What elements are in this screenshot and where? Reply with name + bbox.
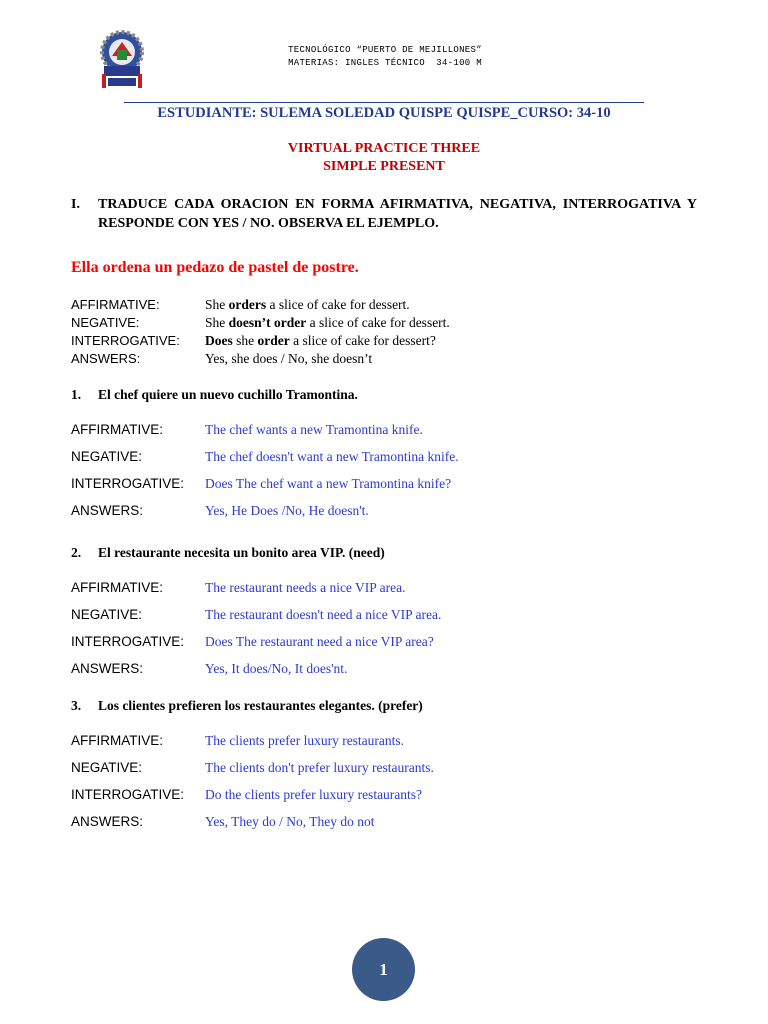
instruction-number: I.	[71, 197, 80, 212]
answer-text: The restaurant doesn't need a nice VIP area.	[205, 607, 442, 622]
page-subtitle: SIMPLE PRESENT	[323, 159, 445, 174]
school-logo	[98, 30, 146, 92]
row-label: ANSWERS:	[71, 351, 141, 366]
answer-text: Yes, It does/No, It does'nt.	[205, 661, 348, 676]
exercise-2-prompt: 2. El restaurante necesita un bonito area VIP. (need)	[71, 545, 385, 560]
answer-text: The clients don't prefer luxury restaurants.	[205, 760, 434, 775]
answer-text: The clients prefer luxury restaurants.	[205, 733, 405, 748]
instruction	[71, 195, 697, 233]
row-value: Yes, she does / No, she doesn’t	[205, 351, 373, 366]
student-line: ESTUDIANTE: SULEMA SOLEDAD QUISPE QUISPE_CURSO: 34-10	[157, 105, 611, 121]
school-header	[200, 44, 570, 70]
answer-text: Does The restaurant need a nice VIP area?	[205, 634, 434, 649]
answer-text: The restaurant needs a nice VIP area.	[205, 580, 406, 595]
header-divider	[124, 102, 644, 103]
answer-text: Does The chef want a new Tramontina knife?	[205, 476, 452, 491]
answer-text: Yes, He Does /No, He doesn't.	[205, 503, 369, 518]
exercise-3-prompt: 3. Los clientes prefieren los restaurantes elegantes. (prefer)	[71, 698, 423, 713]
subject-line: MATERIAS: INGLES TÉCNICO 34-100 M	[288, 58, 482, 68]
row-label: AFFIRMATIVE:	[71, 297, 160, 312]
page-title: VIRTUAL PRACTICE THREE	[287, 141, 481, 156]
row-value: She doesn’t order a slice of cake for dessert.	[205, 315, 450, 330]
answer-text: The chef doesn't want a new Tramontina knife.	[205, 449, 459, 464]
exercise-1-prompt: 1. El chef quiere un nuevo cuchillo Tramontina.	[71, 387, 358, 402]
answer-text: Yes, They do / No, They do not	[205, 814, 375, 829]
row-value: Does she order a slice of cake for dessert?	[205, 333, 436, 348]
answer-text: Do the clients prefer luxury restaurants?	[205, 787, 423, 802]
answer-text: The chef wants a new Tramontina knife.	[205, 422, 423, 437]
row-label: NEGATIVE:	[71, 315, 140, 330]
row-label: INTERROGATIVE:	[71, 333, 180, 348]
example-sentence: Ella ordena un pedazo de pastel de postre.	[71, 259, 359, 276]
row-value: She orders a slice of cake for dessert.	[205, 297, 410, 312]
page-number-badge: 1	[352, 938, 415, 1001]
instruction-text: TRADUCE CADA ORACION EN FORMA AFIRMATIVA, NEGATIVA, INTERROGATIVA Y RESPONDE CON YES / NO. OBSERVA EL EJEMPLO.	[98, 197, 697, 231]
school-name: TECNOLÓGICO “PUERTO DE MEJILLONES”	[288, 45, 482, 55]
